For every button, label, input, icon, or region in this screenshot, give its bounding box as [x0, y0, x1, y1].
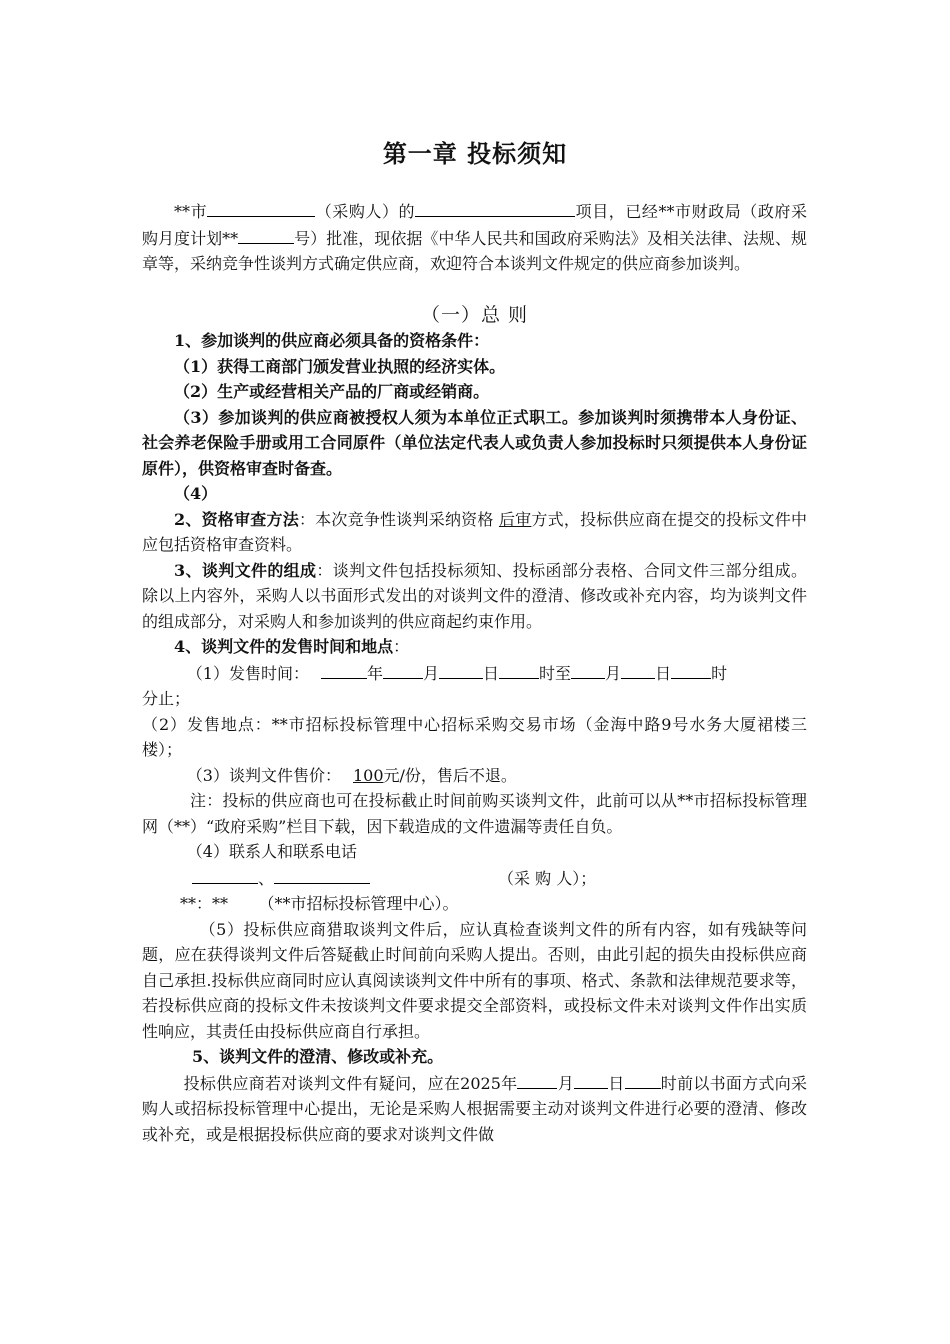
blank-day-2	[621, 660, 655, 679]
blank-item5-hour	[625, 1070, 661, 1089]
contact-line	[142, 865, 807, 892]
item1-heading: 1、参加谈判的供应商必须具备的资格条件：	[174, 331, 490, 350]
item1-condition-4: （4）	[174, 484, 218, 503]
blank-year	[321, 660, 367, 679]
sale-time-line	[142, 660, 807, 687]
intro-paragraph	[142, 198, 807, 277]
hour-to-label: 时至	[539, 663, 572, 683]
item5-day: 日	[607, 1073, 625, 1093]
contact-separator: 、	[258, 868, 275, 888]
blank-month-2	[571, 660, 605, 679]
hour-label: 时	[711, 663, 728, 683]
item2-heading: 2、资格审查方法	[174, 509, 299, 529]
note-paragraph: 注：投标的供应商也可在投标截止时间前购买谈判文件，此前可以从**市招标投标管理网（**）“政府采购”栏目下载，因下载造成的文件遗漏等责任自负。	[142, 791, 807, 836]
item5-paragraph	[142, 1070, 807, 1148]
sale-time-tail: 分止；	[142, 689, 191, 708]
blank-item5-day	[574, 1070, 608, 1089]
blank-item5-month	[517, 1070, 557, 1089]
item2-text-b: 方式，投标供应商在提交的投标文件中应包括资格审查资料。	[142, 509, 807, 554]
item4-heading-line	[142, 634, 807, 660]
document-body	[142, 198, 807, 1147]
item5-heading: 5、谈判文件的澄清、修改或补充。	[192, 1047, 444, 1066]
blank-contact-name	[192, 865, 258, 884]
price-label: （3）谈判文件售价：	[186, 765, 341, 785]
blank-month	[383, 660, 423, 679]
item3-text: ：谈判文件包括投标须知、投标函部分表格、合同文件三部分组成。除以上内容外，采购人以书面形式发出的对谈判文件的澄清、修改或补充内容，均为谈判文件的组成部分，对采购人和参加谈判的供应商起约束作用。	[142, 560, 807, 631]
item1-condition-2: （2）生产或经营相关产品的厂商或经销商。	[174, 382, 490, 401]
item5-month: 月	[557, 1073, 574, 1093]
item4-clause-5: （5）投标供应商猎取谈判文件后，应认真检查谈判文件的所有内容，如有残缺等问题，应在获得谈判文件后答疑截止时间前向采购人提出。否则，由此引起的损失由投标供应商自己承担.投标供应商同时应认真阅读谈判文件中所有的事项、格式、条款和法律规范要求等，若投标供应商的投标文件未按谈判文件要求提交全部资料，或投标文件未对谈判文件作出实质性响应，其责任由投标供应商自行承担。	[142, 919, 807, 1041]
price-tail: 元/份，售后不退。	[383, 765, 517, 785]
year-label: 年	[366, 663, 383, 683]
blank-plan-number	[238, 225, 294, 244]
item2-method: 后审	[498, 509, 532, 529]
intro-rest: 号）批准，现依据《中华人民共和国政府采购法》及相关法律、法规、规章等，采纳竞争性谈判方式确定供应商，欢迎符合本谈判文件规定的供应商参加谈判。	[142, 228, 807, 273]
price-line	[142, 763, 807, 789]
item1-condition-1: （1）获得工商部门颁发营业执照的经济实体。	[174, 356, 506, 376]
blank-hour-to	[671, 660, 711, 679]
sale-time-label: （1）发售时间：	[186, 663, 309, 683]
item4-heading: 4、谈判文件的发售时间和地点	[174, 637, 394, 656]
price-value: 100	[352, 765, 384, 785]
item5-text-b: 时前以书面方式向采购人或招标投标管理中心提出，无论是采购人根据需要主动对谈判文件进行必要的澄清、修改或补充，或是根据投标供应商的要求对谈判文件做	[142, 1073, 807, 1144]
sale-place: （2）发售地点：**市招标投标管理中心招标采购交易市场（金海中路9号水务大厦裙楼三楼）；	[142, 714, 807, 759]
blank-contact-phone	[274, 865, 370, 884]
item5-text-a: 投标供应商若对谈判文件有疑问，应在2025年	[183, 1073, 518, 1093]
blank-day	[439, 660, 483, 679]
day-label-2: 日	[655, 663, 672, 683]
month-label: 月	[423, 663, 440, 683]
item3-heading: 3、谈判文件的组成	[174, 560, 317, 580]
item1-condition-3: （3）参加谈判的供应商被授权人须为本单位正式职工。参加谈判时须携带本人身份证、社会养老保险手册或用工合同原件（单位法定代表人或负责人参加投标时只须提供本人身份证原件），供资格审查时备查。	[142, 407, 807, 478]
intro-buyer: （采购人）的	[315, 202, 416, 221]
day-label: 日	[483, 663, 500, 683]
contact-heading: （4）联系人和联系电话	[186, 842, 357, 861]
blank-hour-from	[499, 660, 539, 679]
month-label-2: 月	[605, 663, 622, 683]
chapter-title: 第一章 投标须知	[382, 140, 568, 168]
item2-paragraph	[142, 507, 807, 558]
intro-approval: 项目，已经**市财政局（政府采购月度计划**	[142, 202, 807, 248]
blank-project-name	[415, 198, 575, 217]
contact-buyer-label: （采 购 人）；	[498, 868, 597, 888]
center-contact: **：** （**市招标投标管理中心）。	[180, 894, 459, 913]
section-general-heading: （一）总 则	[420, 303, 529, 326]
item4-colon: ：	[393, 637, 410, 656]
item2-text-a: ：本次竞争性谈判采纳资格	[298, 509, 499, 529]
intro-city: **市	[174, 202, 208, 221]
blank-buyer-name	[207, 198, 315, 217]
item3-paragraph	[142, 558, 807, 635]
